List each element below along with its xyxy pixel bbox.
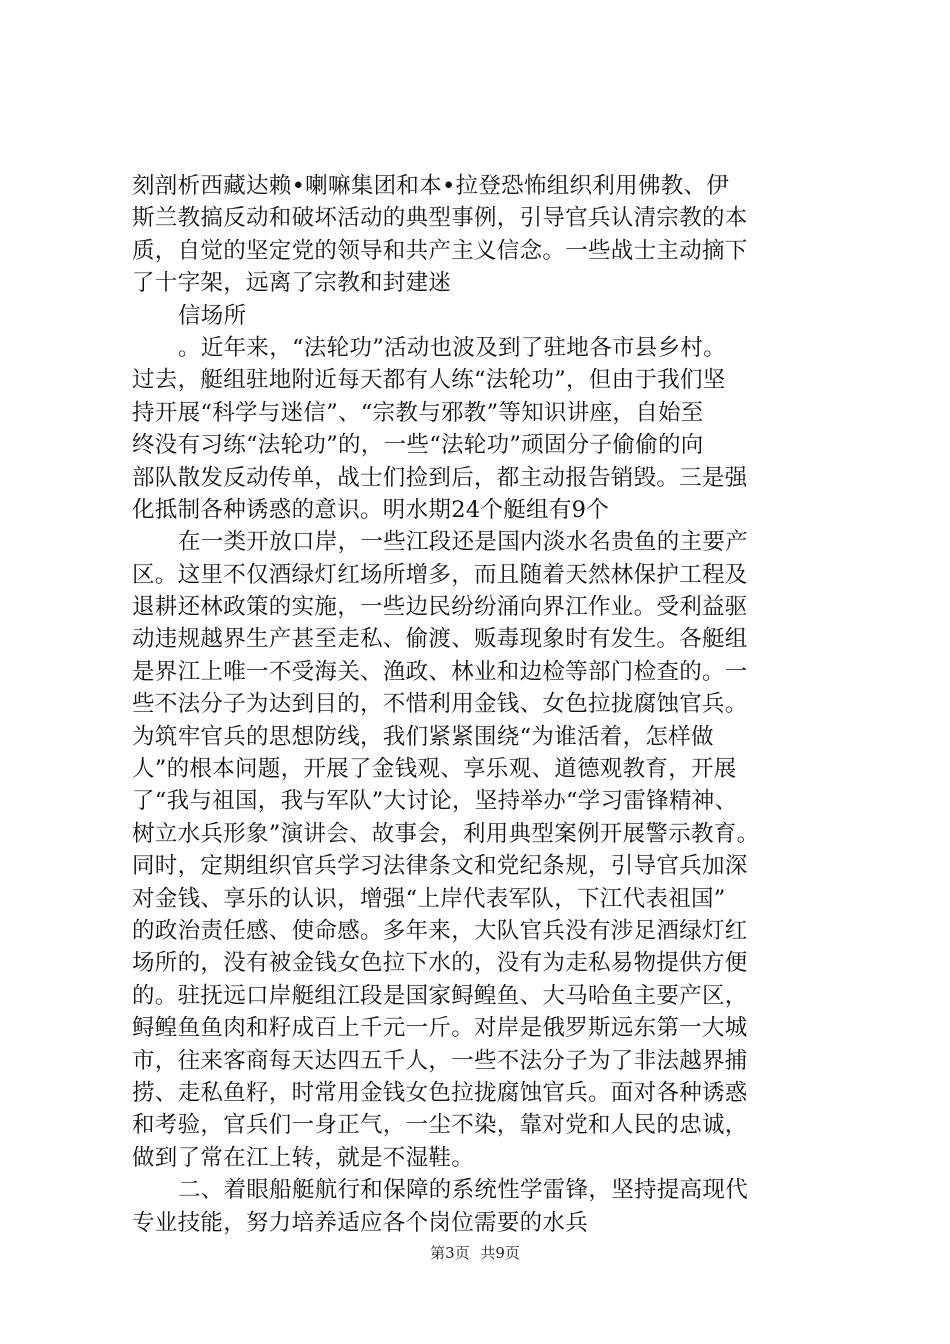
text-line: 。近年来，“法轮功”活动也波及到了驻地各市县乡村。 [178, 334, 727, 361]
text-line: 部队散发反动传单，战士们捡到后，都主动报告销毁。三是强 [132, 464, 748, 491]
text-line: 质，自觉的坚定党的领导和共产主义信念。一些战士主动摘下 [132, 237, 748, 264]
text-line: 人”的根本问题，开展了金钱观、享乐观、道德观教育，开展 [132, 756, 737, 783]
text-line: 的。驻抚远口岸艇组江段是国家鲟鳇鱼、大马哈鱼主要产区， [132, 982, 748, 1009]
text-line: 市，往来客商每天达四五千人，一些不法分子为了非法越界捕 [132, 1047, 748, 1074]
text-line: 动违规越界生产甚至走私、偷渡、贩毒现象时有发生。各艇组 [132, 626, 748, 653]
text-line: 捞、走私鱼籽，时常用金钱女色拉拢腐蚀官兵。面对各种诱惑 [132, 1079, 748, 1106]
text-line: 了十字架，远离了宗教和封建迷 [132, 270, 452, 297]
text-line: 持开展“科学与迷信”、“宗教与邪教”等知识讲座，自始至 [132, 399, 704, 426]
page-footer [0, 1243, 950, 1263]
text-line: 区。这里不仅酒绿灯红场所增多，而且随着天然林保护工程及 [132, 561, 748, 588]
text-line: 终没有习练“法轮功”的，一些“法轮功”顽固分子偷偷的向 [132, 432, 704, 459]
text-line: 斯兰教搞反动和破坏活动的典型事例，引导官兵认清宗教的本 [132, 205, 748, 232]
page-total: 共9页 [480, 1244, 520, 1262]
text-line: 退耕还林政策的实施，一些边民纷纷涌向界江作业。受利益驱 [132, 594, 748, 621]
text-line: 做到了常在江上转，就是不湿鞋。 [132, 1144, 475, 1171]
text-line: 了“我与祖国，我与军队”大讨论，坚持举办“学习雷锋精神、 [132, 788, 738, 815]
text-line: 刻剖析西藏达赖•喇嘛集团和本•拉登恐怖组织利用佛教、伊 [132, 173, 730, 199]
body-text [132, 170, 832, 1239]
text-line: 场所的，没有被金钱女色拉下水的，没有为走私易物提供方便 [132, 950, 748, 977]
text-line: 过去，艇组驻地附近每天都有人练“法轮功”，但由于我们坚 [132, 367, 726, 394]
text-line: 同时，定期组织官兵学习法律条文和党纪条规，引导官兵加深 [132, 853, 748, 880]
text-line: 鲟鳇鱼鱼肉和籽成百上千元一斤。对岸是俄罗斯远东第一大城 [132, 1015, 748, 1042]
text-line: 信场所 [178, 302, 247, 329]
text-line: 的政治责任感、使命感。多年来，大队官兵没有涉足酒绿灯红 [132, 917, 748, 944]
text-line: 对金钱、享乐的认识，增强“上岸代表军队，下江代表祖国” [132, 885, 726, 912]
text-line: 专业技能，努力培养适应各个岗位需要的水兵 [132, 1209, 589, 1236]
text-line: 树立水兵形象”演讲会、故事会，利用典型案例开展警示教育。 [132, 820, 760, 847]
page-number: 第3页 [430, 1244, 470, 1262]
text-line: 在一类开放口岸，一些江段还是国内淡水名贵鱼的主要产 [178, 529, 749, 556]
text-line: 二、着眼船艇航行和保障的系统性学雷锋，坚持提高现代 [178, 1177, 749, 1204]
text-line: 是界江上唯一不受海关、渔政、林业和边检等部门检查的。一 [132, 658, 748, 685]
text-line: 和考验，官兵们一身正气，一尘不染，靠对党和人民的忠诚， [132, 1112, 748, 1139]
text-line: 化抵制各种诱惑的意识。明水期24个艇组有9个 [132, 496, 610, 523]
text-line: 为筑牢官兵的思想防线，我们紧紧围绕“为谁活着，怎样做 [132, 723, 714, 750]
text-line: 些不法分子为达到目的，不惜利用金钱、女色拉拢腐蚀官兵。 [132, 691, 748, 718]
